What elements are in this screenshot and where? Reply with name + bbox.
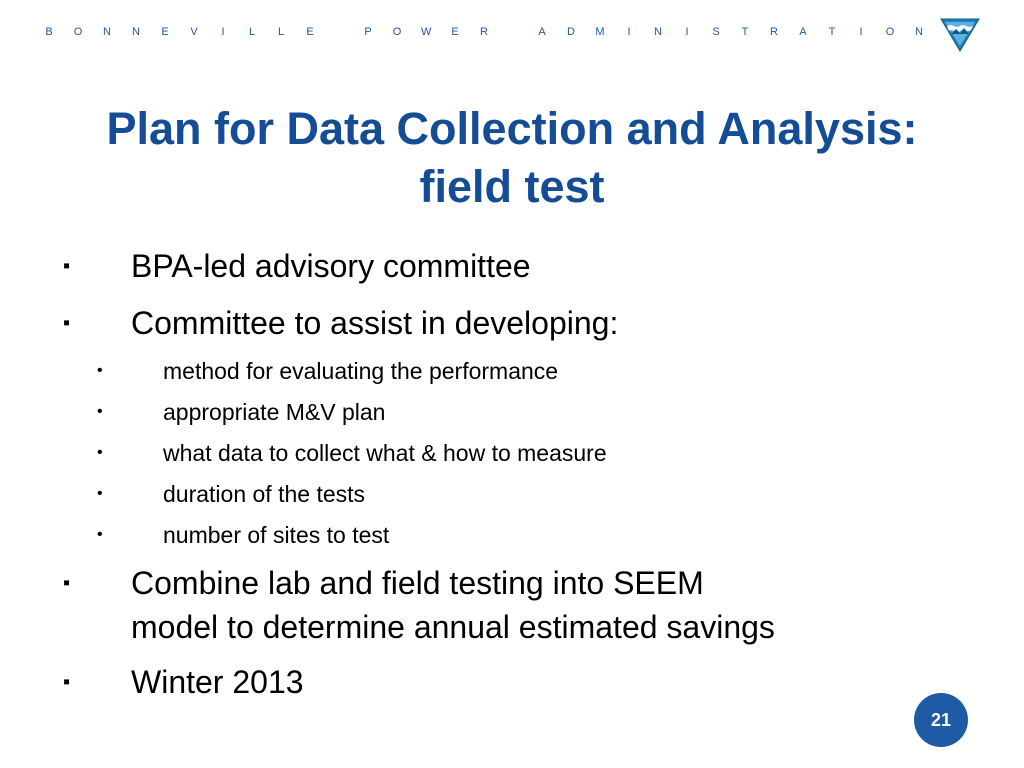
bullet-text-line-2: model to determine annual estimated savings xyxy=(131,609,775,645)
organization-header xyxy=(44,26,924,38)
bpa-logo-icon xyxy=(940,17,980,53)
org-letter: D xyxy=(567,26,575,38)
org-letter: E xyxy=(306,26,314,38)
bullet-item xyxy=(0,299,1024,347)
bullet-list xyxy=(0,242,1024,715)
org-letter: V xyxy=(190,26,198,38)
bullet-text: Winter 2013 xyxy=(131,664,304,700)
sub-bullet-text: duration of the tests xyxy=(163,481,366,507)
org-letter xyxy=(334,26,344,38)
dot-bullet-icon: • xyxy=(97,362,103,379)
sub-bullet-item xyxy=(0,438,1024,468)
sub-bullet-item xyxy=(0,479,1024,509)
org-letter: N xyxy=(103,26,111,38)
org-letter: O xyxy=(885,26,895,38)
square-bullet-icon: ▪ xyxy=(63,255,71,277)
org-letter: W xyxy=(421,26,432,38)
bullet-text: BPA-led advisory committee xyxy=(131,248,531,284)
page-number-badge: 21 xyxy=(914,693,968,747)
sub-bullet-text: appropriate M&V plan xyxy=(163,399,386,425)
org-letter: S xyxy=(712,26,720,38)
dot-bullet-icon: • xyxy=(97,403,103,420)
square-bullet-icon: ▪ xyxy=(63,312,71,334)
sub-bullet-item xyxy=(0,520,1024,550)
dot-bullet-icon: • xyxy=(97,485,103,502)
bullet-text-line-1: Combine lab and field testing into SEEM xyxy=(131,565,704,601)
org-letter: E xyxy=(451,26,459,38)
sub-bullet-text: number of sites to test xyxy=(163,522,390,548)
bullet-item xyxy=(0,658,1024,706)
org-letter: A xyxy=(538,26,546,38)
sub-bullet-text: what data to collect what & how to measure xyxy=(163,440,607,466)
bullet-item xyxy=(0,561,1024,649)
org-letter: T xyxy=(828,26,836,38)
org-letter: N xyxy=(915,26,923,38)
org-letter: O xyxy=(392,26,402,38)
org-letter: L xyxy=(248,26,256,38)
org-letter: R xyxy=(770,26,778,38)
org-letter: I xyxy=(859,26,863,38)
org-letter: N xyxy=(132,26,140,38)
bullet-text: Committee to assist in developing: xyxy=(131,305,619,341)
org-letter: A xyxy=(799,26,807,38)
square-bullet-icon: ▪ xyxy=(63,572,71,594)
org-letter: M xyxy=(595,26,605,38)
dot-bullet-icon: • xyxy=(97,444,103,461)
slide-title-line-2: field test xyxy=(419,161,605,212)
bullet-item xyxy=(0,242,1024,290)
sub-bullet-item xyxy=(0,397,1024,427)
square-bullet-icon: ▪ xyxy=(63,671,71,693)
org-letter: I xyxy=(627,26,631,38)
org-letter: R xyxy=(480,26,488,38)
slide-title xyxy=(20,100,1004,216)
org-letter: B xyxy=(45,26,53,38)
org-letter xyxy=(508,26,518,38)
org-letter: O xyxy=(73,26,83,38)
slide-title-line-1: Plan for Data Collection and Analysis: xyxy=(106,103,918,154)
org-letter: N xyxy=(654,26,662,38)
org-letter: E xyxy=(161,26,169,38)
dot-bullet-icon: • xyxy=(97,526,103,543)
org-letter: T xyxy=(741,26,749,38)
org-letter: I xyxy=(221,26,225,38)
org-letter: I xyxy=(685,26,689,38)
org-letter: L xyxy=(277,26,285,38)
sub-bullet-text: method for evaluating the performance xyxy=(163,358,559,384)
sub-bullet-item xyxy=(0,356,1024,386)
org-letter: P xyxy=(364,26,372,38)
